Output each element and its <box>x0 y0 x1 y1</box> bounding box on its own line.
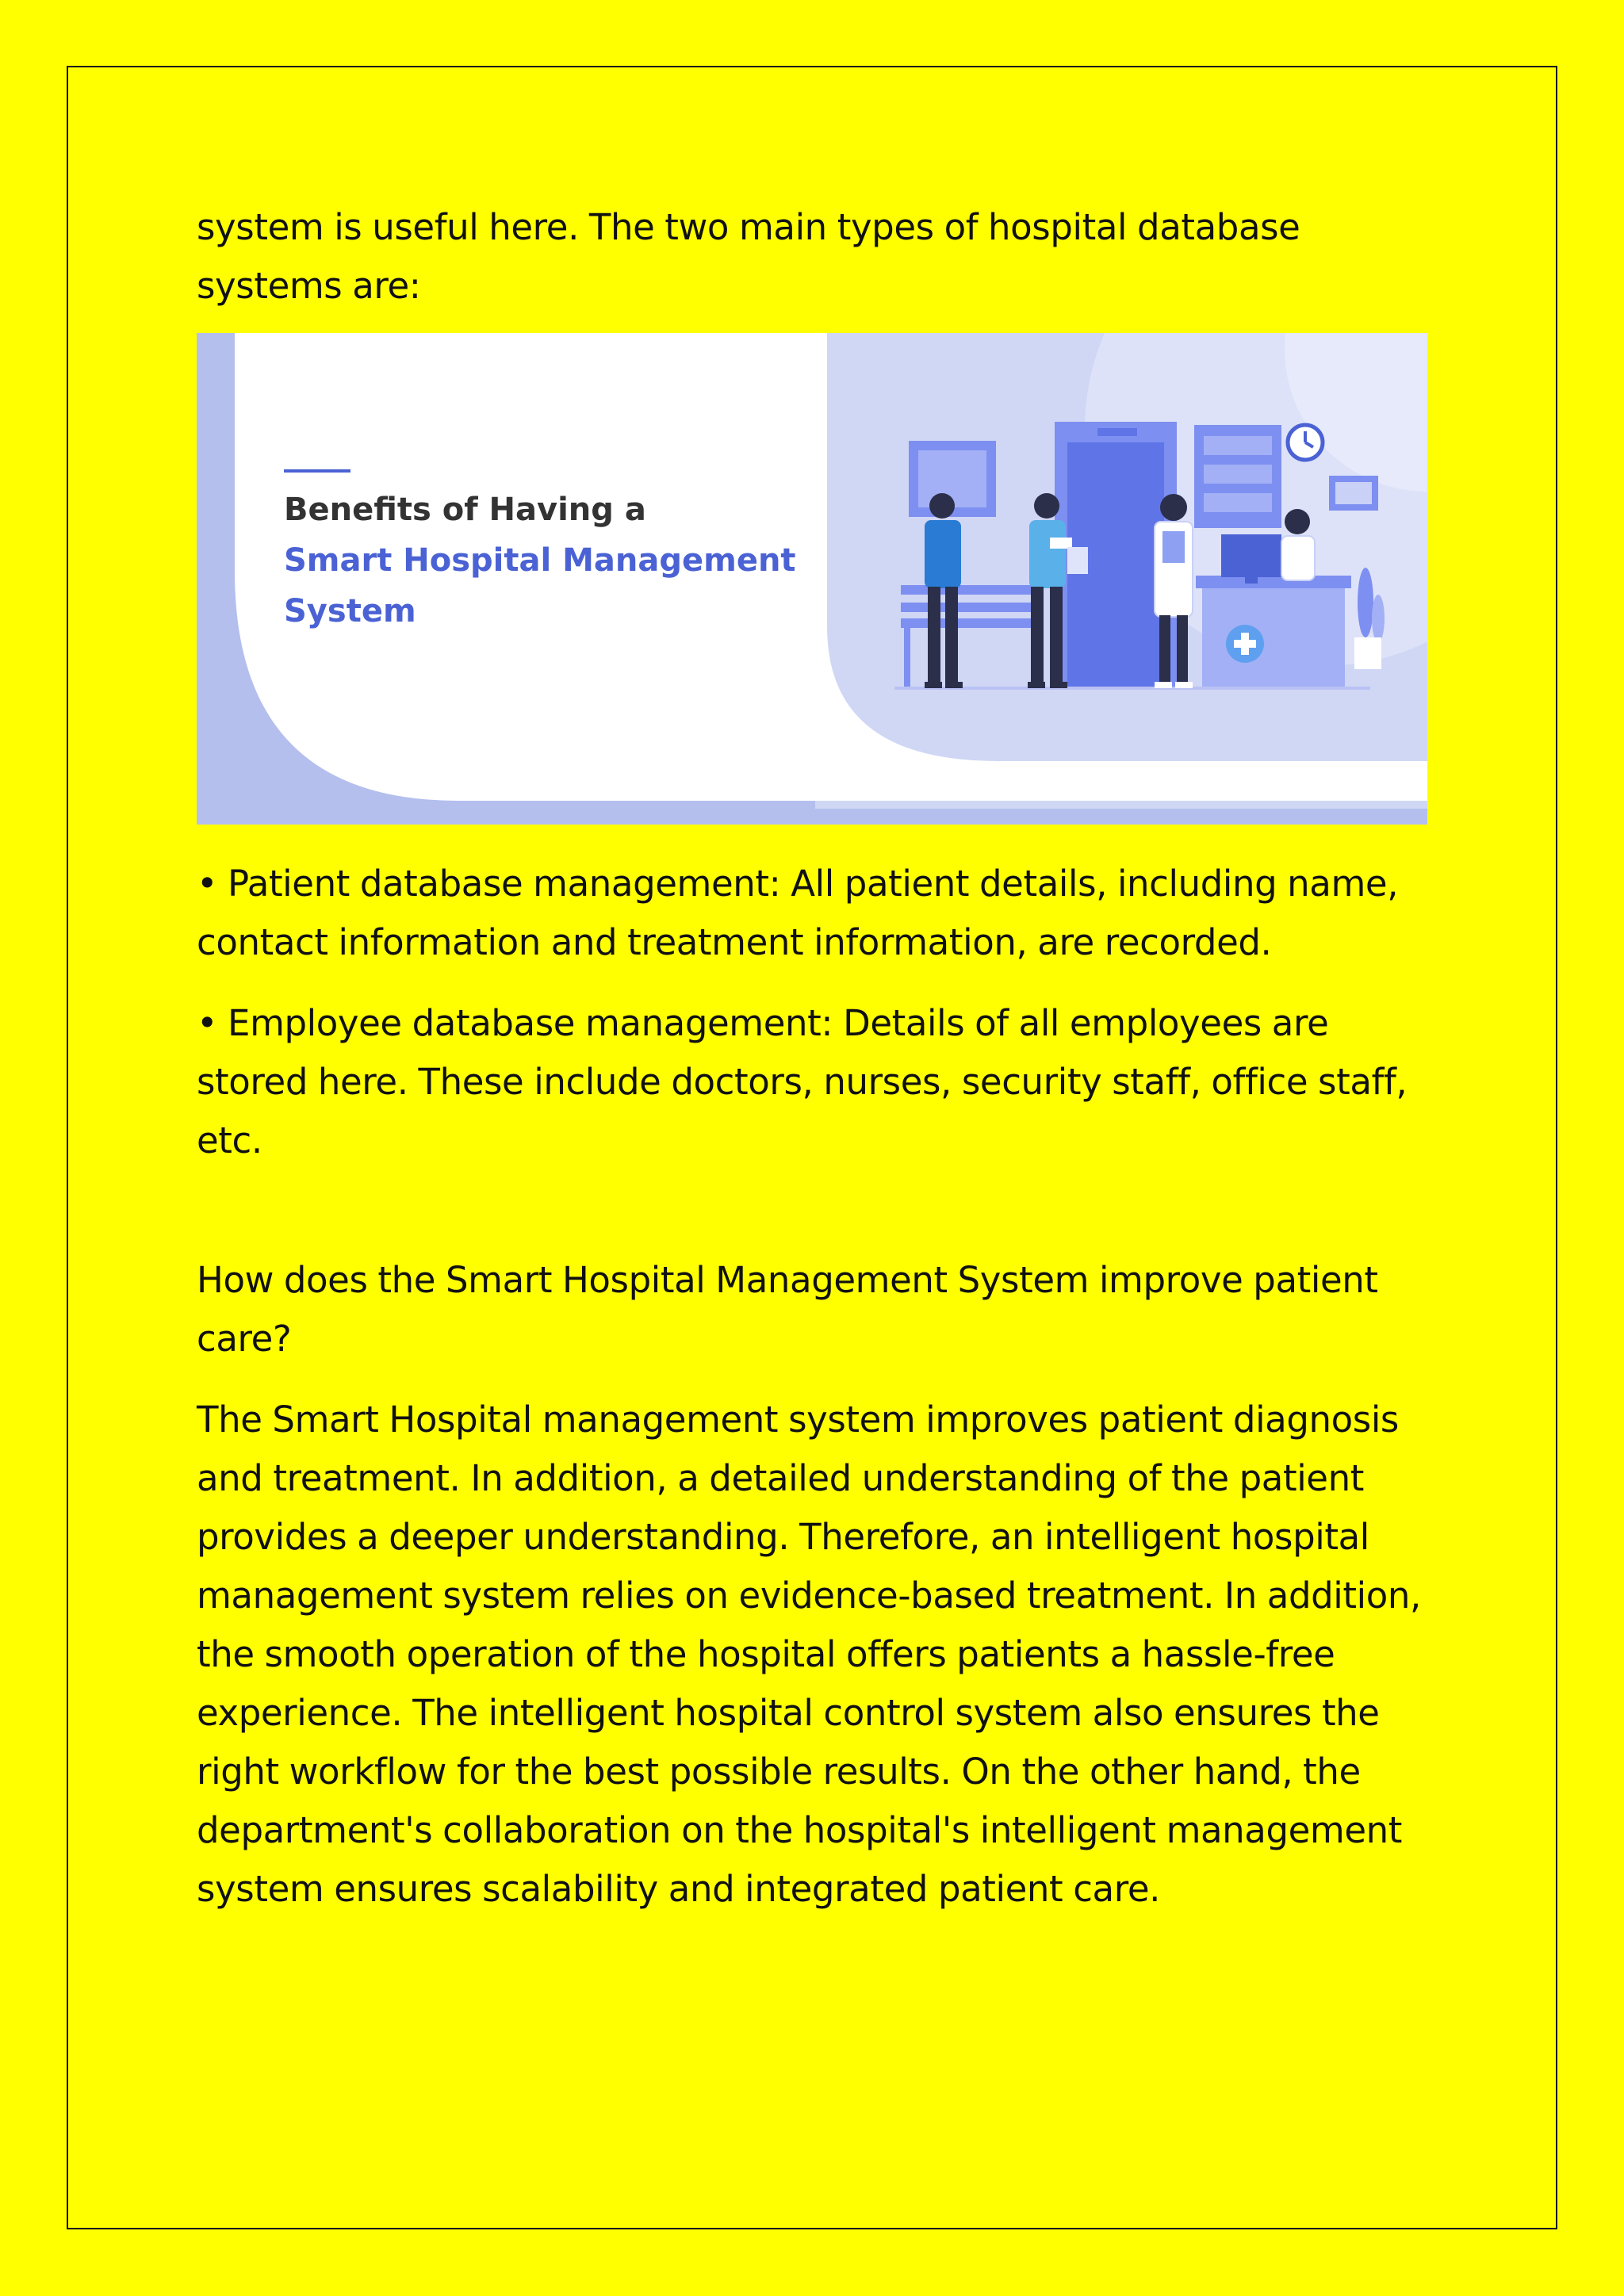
spacer <box>197 1368 1434 1391</box>
banner-title-line3: System <box>284 593 416 629</box>
section-answer: The Smart Hospital management system improves patient diagnosis and treatment. In addition, a detailed understanding of the patient provides a deeper understanding. Therefore, an intelligent hospital management system relies on evidence-based treatment. In addition, the smooth operation of the hospital offers patients a hassle-free experience. The intelligent hospital control system also ensures the right workflow for the best possible results. On the other hand, the department's collaboration on the hospital's intelligent management system ensures scalability and integrated patient care. <box>197 1399 1421 1910</box>
banner-image <box>197 333 1427 825</box>
accent-line <box>284 469 350 473</box>
spacer <box>197 972 1434 994</box>
section-question: How does the Smart Hospital Management System improve patient care? <box>197 1259 1378 1360</box>
bullet-patient-database: • Patient database management: All patient details, including name, contact information and treatment information, are recorded. <box>197 863 1399 963</box>
banner-title-line1: Benefits of Having a <box>284 492 646 528</box>
spacer <box>197 1170 1434 1251</box>
intro-paragraph: system is useful here. The two main types of hospital database systems are: <box>197 206 1300 307</box>
bullet-employee-database: • Employee database management: Details of all employees are stored here. These include doctors, nurses, security staff, office staff, etc. <box>197 1002 1408 1161</box>
banner-title-line2: Smart Hospital Management <box>284 542 796 579</box>
document-body <box>197 198 1434 1919</box>
